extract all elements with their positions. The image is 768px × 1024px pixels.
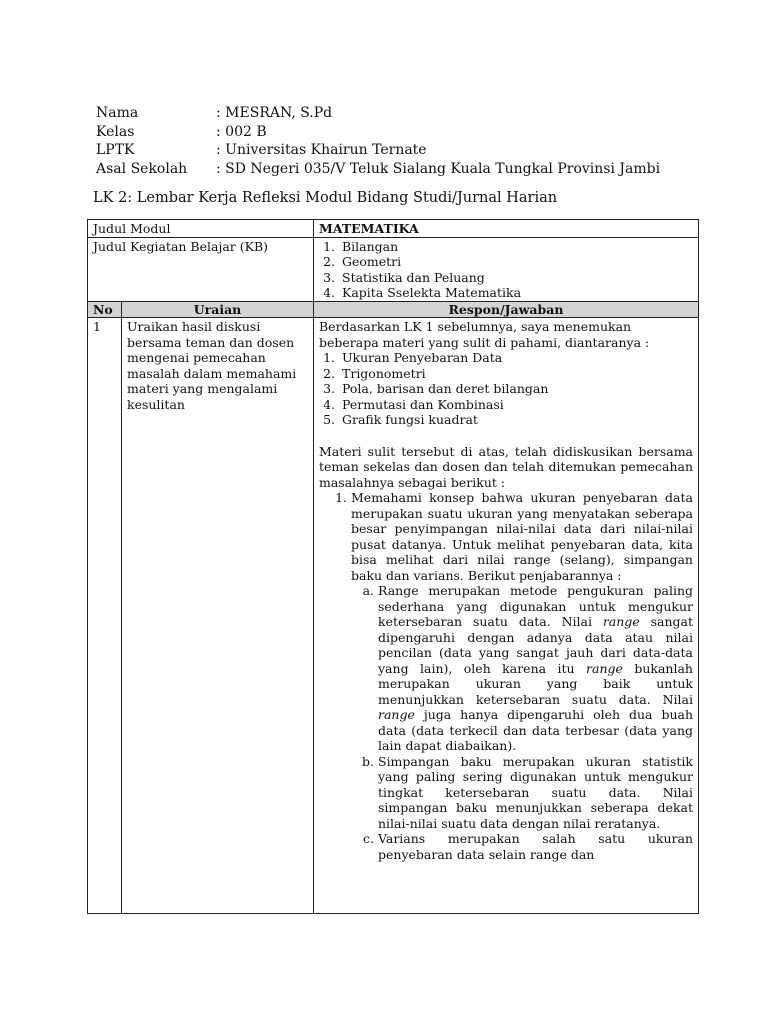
solution-item: [351, 490, 693, 862]
identity-value: : Universitas Khairun Ternate: [216, 142, 427, 158]
sub-text: bukanlah merupakan ukuran yang baik untuk menunjukkan ketersebaran suatu data. Nilai: [378, 660, 693, 707]
topic-item: 1. Ukuran Penyebaran Data: [339, 350, 693, 366]
reflection-table: [87, 219, 699, 914]
italic-term: range: [378, 707, 415, 722]
italic-term: range: [602, 614, 640, 629]
italic-term: range: [586, 660, 623, 676]
kb-list: [319, 239, 693, 301]
kb-row: [88, 237, 699, 301]
sub-item-range: [378, 583, 693, 754]
column-header-respon: Respon/Jawaban: [314, 301, 699, 318]
kb-item: 3. Statistika dan Peluang: [339, 270, 693, 286]
row-number: 1: [88, 318, 122, 914]
identity-label: Kelas: [96, 123, 135, 140]
kb-item: 2. Geometri: [339, 254, 693, 270]
table-row: [88, 318, 699, 914]
solution-text: Memahami konsep bahwa ukuran penyebaran data merupakan suatu ukuran yang menyatakan seberapa besar penyimpangan nilai-nilai data dari nilai-nilai pusat datanya. Untuk melihat penyebaran data, kita bisa melihat dari nilai range (selang), simpangan baku dan varians. Berikut penjabarannya :: [351, 490, 693, 583]
modul-row: [88, 220, 699, 238]
respon-intro: Berdasarkan LK 1 sebelumnya, saya menemukan beberapa materi yang sulit di pahami, diantaranya :: [319, 319, 650, 350]
topic-item: 5. Grafik fungsi kuadrat: [339, 412, 693, 428]
topic-item: 4. Permutasi dan Kombinasi: [339, 397, 693, 413]
identity-row-lptk: [96, 141, 660, 160]
sub-text: Range merupakan metode pengukuran paling sederhana yang digunakan untuk mengukur ketersebaran suatu data. Nilai: [378, 583, 693, 629]
identity-row-nama: [96, 104, 660, 123]
kb-label: Judul Kegiatan Belajar (KB): [88, 237, 314, 301]
solution-list: [319, 490, 693, 862]
difficult-topics-list: [319, 350, 693, 428]
kb-list-cell: [314, 237, 699, 301]
identity-value: : 002 B: [216, 123, 267, 140]
topic-item: 2. Trigonometri: [339, 366, 693, 382]
kb-item: 1. Bilangan: [339, 239, 693, 255]
sub-item-simpangan: b. Simpangan baku merupakan ukuran statistik yang paling sering digunakan untuk mengukur tingkat ketersebaran suatu data. Nilai simpangan baku menunjukkan seberapa dekat nilai-nilai suatu data dengan nilai reratanya.: [378, 754, 693, 832]
identity-row-sekolah: [96, 160, 660, 179]
modul-value: MATEMATIKA: [314, 220, 699, 238]
column-header-uraian: Uraian: [122, 301, 314, 318]
identity-label: Asal Sekolah: [96, 160, 188, 177]
respon-paragraph: Materi sulit tersebut di atas, telah didiskusikan bersama teman sekelas dan dosen dan telah ditemukan pemecahan masalahnya sebagai berikut :: [319, 443, 693, 490]
identity-label: Nama: [96, 105, 139, 121]
sub-item-varians: c. Varians merupakan salah satu ukuran penyebaran data selain range dan: [378, 831, 693, 862]
kb-item: 4. Kapita Sselekta Matematika: [339, 285, 693, 301]
identity-label: LPTK: [96, 142, 135, 158]
identity-block: [96, 104, 660, 178]
column-header-no: No: [88, 301, 122, 318]
sub-text: juga hanya dipengaruhi oleh dua buah data (data terkecil dan data terbesar (data yang lain dapat diabaikan).: [378, 707, 693, 753]
identity-row-kelas: [96, 123, 660, 142]
row-uraian: Uraikan hasil diskusi bersama teman dan dosen mengenai pemecahan masalah dalam memahami materi yang mengalami kesulitan: [122, 318, 314, 914]
identity-value: : SD Negeri 035/V Teluk Sialang Kuala Tungkal Provinsi Jambi: [216, 160, 661, 177]
sub-list: [351, 583, 693, 862]
worksheet-title: LK 2: Lembar Kerja Refleksi Modul Bidang Studi/Jurnal Harian: [93, 190, 558, 206]
table-header-row: [88, 301, 699, 318]
identity-value: : MESRAN, S.Pd: [216, 105, 333, 121]
sub-text: sangat dipengaruhi dengan adanya data atau nilai pencilan (data yang sangat jauh dari data-data yang lain), oleh karena itu: [378, 614, 693, 676]
row-respon: [314, 318, 699, 914]
modul-label: Judul Modul: [88, 220, 314, 238]
topic-item: 3. Pola, barisan dan deret bilangan: [339, 381, 693, 397]
